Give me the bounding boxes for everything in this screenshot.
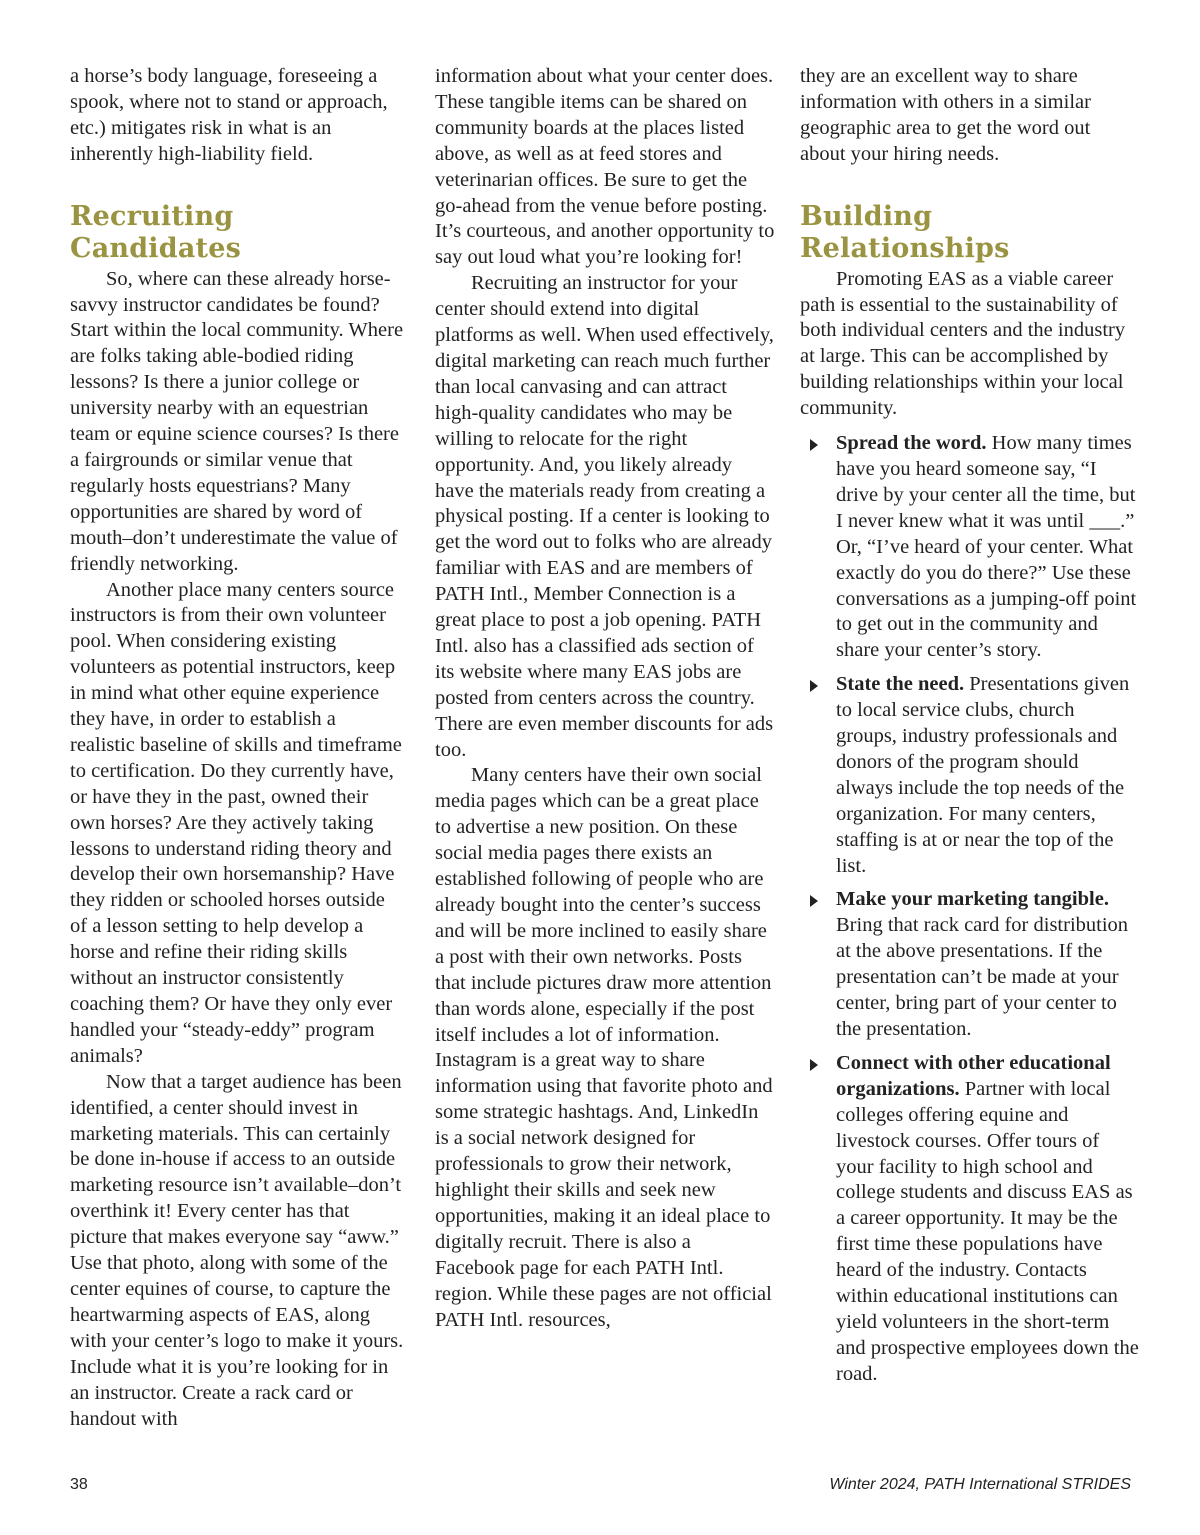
triangle-bullet-icon	[810, 439, 818, 451]
paragraph: Promoting EAS as a viable career path is essential to the sustainability of both individual centers and the industry at large. This can be accomplished by building relationships within your local community.	[800, 267, 1126, 420]
triangle-bullet-icon	[810, 895, 818, 907]
page-number: 38	[70, 1476, 88, 1493]
bullet-item	[800, 1051, 1140, 1388]
section-heading-recruiting: Recruiting Candidates	[70, 200, 241, 264]
publication-footer: Winter 2024, PATH International STRIDES	[829, 1476, 1131, 1493]
paragraph-continued: information about what your center does. These tangible items can be shared on community boards at the places listed above, as well as at feed stores and veterinarian offices. Be sure to get the go-ahead from the venue before posting. It’s courteous, and another opportunity to say out loud what you’re looking for!	[435, 65, 775, 269]
paragraph: Recruiting an instructor for your center should extend into digital platforms as well. When used effectively, digital marketing can reach much further than local canvasing and can attract high-quality candidates who may be willing to relocate for the right opportunity. And, you likely already have the materials ready from creating a physical posting. If a center is looking to get the word out to folks who are already familiar with EAS and are members of PATH Intl., Member Connection is a great place to post a job opening. PATH Intl. also has a classified ads section of its website where many EAS jobs are posted from centers across the country. There are even member discounts for ads too.	[435, 272, 774, 761]
triangle-bullet-icon	[810, 1059, 818, 1071]
bullet-text: Presentations given to local service clubs, church groups, industry professionals and donors of the program should always include the top needs of the organization. For many centers, staffing is at or near the top of the list.	[836, 673, 1130, 877]
paragraph-continued: a horse’s body language, foreseeing a spook, where not to stand or approach, etc.) mitigates risk in what is an inherently high-liability field.	[70, 65, 388, 165]
paragraph: Many centers have their own social media pages which can be a great place to advertise a new position. On these social media pages there exists an established following of people who are already bought into the center’s success and will be more inclined to easily share a post with their own networks. Posts that include pictures draw more attention than words alone, especially if the post itself includes a lot of information. Instagram is a great way to share information using that favorite photo and some strategic hashtags. And, LinkedIn is a social network designed for professionals to grow their network, highlight their skills and seek new opportunities, making it an ideal place to digitally recruit. There is also a Facebook page for each PATH Intl. region. While these pages are not official PATH Intl. resources,	[435, 764, 773, 1331]
bullet-item	[800, 887, 1140, 1042]
triangle-bullet-icon	[810, 680, 818, 692]
bullet-lead: Spread the word.	[836, 432, 987, 455]
article-column-right	[800, 64, 1140, 1396]
bullet-lead: Connect with other educational organizations.	[836, 1051, 1111, 1100]
bullet-item	[800, 672, 1140, 879]
paragraph-continued: they are an excellent way to share information with others in a similar geographic area to get the word out about your hiring needs.	[800, 65, 1091, 165]
paragraph: So, where can these already horse-savvy instructor candidates be found? Start within the local community. Where are folks taking able-bodied riding lessons? Is there a junior college or university nearby with an equestrian team or equine science courses? Is there a fairgrounds or similar venue that regularly hosts equestrians? Many opportunities are shared by word of mouth–don’t underestimate the value of friendly networking.	[70, 267, 404, 575]
bullet-list	[800, 431, 1140, 1388]
bullet-text: Partner with local colleges offering equine and livestock courses. Offer tours of your facility to high school and college students and discuss EAS as a career opportunity. It may be the first time these populations have heard of the industry. Contacts within educational institutions can yield volunteers in the short-term and prospective employees down the road.	[836, 1077, 1139, 1385]
paragraph: Another place many centers source instructors is from their own volunteer pool. When considering existing volunteers as potential instructors, keep in mind what other equine experience they have, in order to establish a realistic baseline of skills and timeframe to certification. Do they currently have, or have they in the past, owned their own horses? Are they actively taking lessons to understand riding theory and develop their own horsemanship? Have they ridden or schooled horses outside of a lesson setting to help develop a horse and refine their riding skills without an instructor consistently coaching them? Or have they only ever handled your “steady-eddy” program animals?	[70, 578, 402, 1067]
article-column-left	[70, 64, 405, 1432]
bullet-lead: State the need.	[836, 673, 965, 696]
bullet-text: How many times have you heard someone say, “I drive by your center all the time, but I never knew what it was until ___.” Or, “I’ve heard of your center. What exactly do you do there?” Use these conversations as a jumping-off point to get out in the community and share your center’s story.	[836, 432, 1137, 662]
section-heading-building: Building Relationships	[800, 200, 1010, 264]
bullet-text: Bring that rack card for distribution at the above presentations. If the presentation can’t be made at your center, bring part of your center to the presentation.	[836, 914, 1129, 1040]
bullet-lead: Make your marketing tangible.	[836, 888, 1109, 911]
bullet-item	[800, 431, 1140, 664]
paragraph: Now that a target audience has been identified, a center should invest in marketing materials. This can certainly be done in-house if access to an outside marketing resource isn’t available–don’t overthink it! Every center has that picture that makes everyone say “aww.” Use that photo, along with some of the center equines of course, to capture the heartwarming aspects of EAS, along with your center’s logo to make it yours. Include what it is you’re looking for in an instructor. Create a rack card or handout with	[70, 1070, 404, 1430]
article-column-middle	[435, 64, 775, 1333]
